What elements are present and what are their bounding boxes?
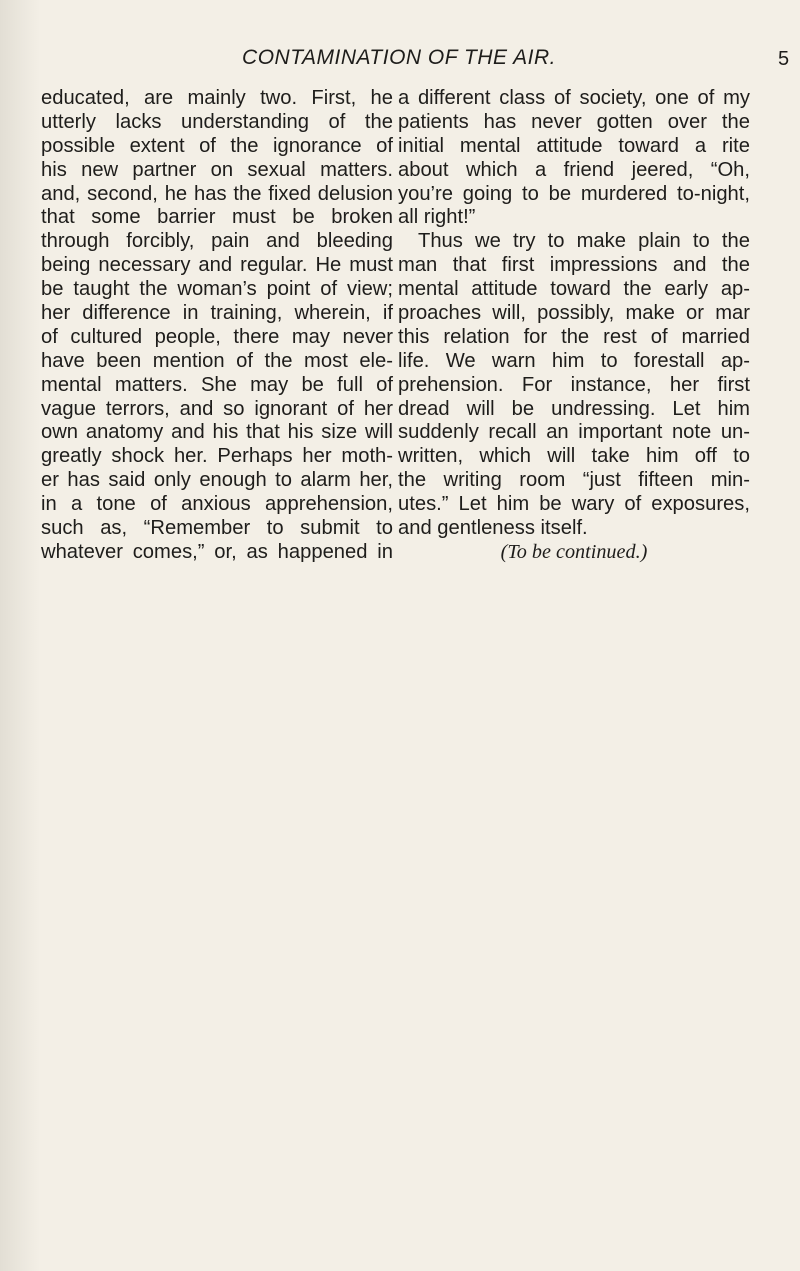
text-line: of cultured people, there may never bbox=[41, 325, 393, 348]
to-be-continued-note: (To be continued.) bbox=[500, 540, 648, 563]
text-line: that some barrier must be broken bbox=[41, 206, 393, 229]
page-header bbox=[0, 46, 800, 76]
text-line: life. We warn him to forestall ap- bbox=[398, 349, 750, 372]
text-line: er has said only enough to alarm her, bbox=[41, 469, 393, 492]
text-line: have been mention of the most ele- bbox=[41, 349, 393, 372]
text-line: greatly shock her. Perhaps her moth- bbox=[41, 445, 393, 468]
text-line: Thus we try to make plain to the bbox=[418, 230, 750, 253]
page-number: 5 bbox=[778, 48, 790, 70]
text-line: all right!” bbox=[398, 206, 476, 229]
page-edge-shadow bbox=[0, 0, 40, 1271]
text-line: in a tone of anxious apprehension, bbox=[41, 493, 393, 516]
running-head: CONTAMINATION OF THE AIR. bbox=[242, 46, 556, 69]
text-line: vague terrors, and so ignorant of her bbox=[41, 397, 393, 420]
text-line: patients has never gotten over the bbox=[398, 110, 750, 133]
left-column bbox=[41, 87, 393, 565]
text-line: about which a friend jeered, “Oh, bbox=[398, 158, 750, 181]
text-line: possible extent of the ignorance of bbox=[41, 134, 393, 157]
text-line: through forcibly, pain and bleeding bbox=[41, 230, 393, 253]
text-line: educated, are mainly two. First, he bbox=[41, 87, 393, 109]
text-line: man that first impressions and the bbox=[398, 254, 750, 277]
text-line: mental attitude toward the early ap- bbox=[398, 278, 750, 301]
text-line: his new partner on sexual matters. bbox=[41, 158, 393, 181]
text-line: written, which will take him off to bbox=[398, 445, 750, 468]
text-line: and gentleness itself. bbox=[398, 517, 588, 540]
text-line: be taught the woman’s point of view; bbox=[41, 278, 393, 301]
text-line: mental matters. She may be full of bbox=[41, 373, 393, 396]
text-line: dread will be undressing. Let him bbox=[398, 397, 750, 420]
text-line: such as, “Remember to submit to bbox=[41, 517, 393, 540]
text-line: and, second, he has the fixed delusion bbox=[41, 182, 393, 205]
text-line: prehension. For instance, her first bbox=[398, 373, 750, 396]
text-line: utterly lacks understanding of the bbox=[41, 110, 393, 133]
text-line: own anatomy and his that his size will bbox=[41, 421, 393, 444]
text-line: her difference in training, wherein, if bbox=[41, 302, 393, 325]
text-line: whatever comes,” or, as happened in bbox=[41, 540, 393, 563]
text-line: initial mental attitude toward a rite bbox=[398, 134, 750, 157]
text-line: the writing room “just fifteen min- bbox=[398, 469, 750, 492]
text-line: proaches will, possibly, make or mar bbox=[398, 302, 750, 325]
text-line: being necessary and regular. He must bbox=[41, 254, 393, 277]
text-line: a different class of society, one of my bbox=[398, 87, 750, 109]
text-line: this relation for the rest of married bbox=[398, 325, 750, 348]
text-line: you’re going to be murdered to-night, bbox=[398, 182, 750, 205]
right-column bbox=[398, 87, 750, 565]
text-line: utes.” Let him be wary of exposures, bbox=[398, 493, 750, 516]
text-line: suddenly recall an important note un- bbox=[398, 421, 750, 444]
